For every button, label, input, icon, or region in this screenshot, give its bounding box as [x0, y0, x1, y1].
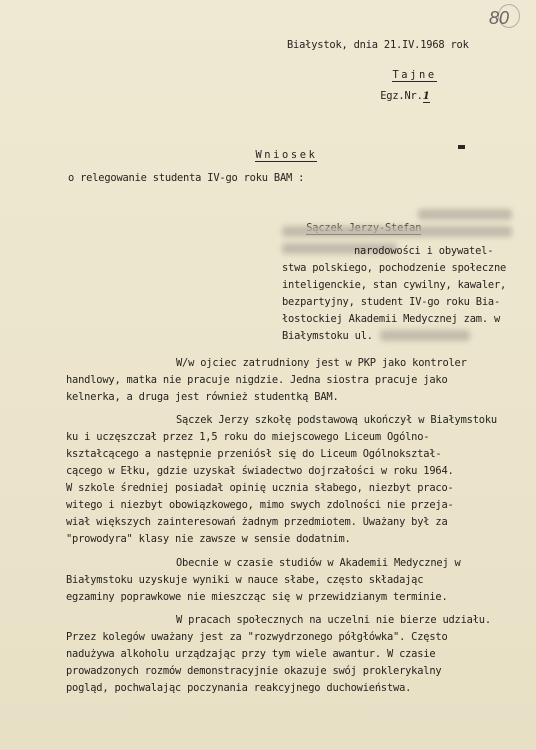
person-line: narodowości i obywatel-	[354, 245, 494, 257]
subject-line: o relegowanie studenta IV-go roku BAM :	[68, 172, 305, 184]
body-line: egzaminy poprawkowe nie mieszcząc się w przewidzianym terminie.	[66, 591, 448, 603]
body-line: prowadzonych rozmów demonstracyjnie okazuje swój proklerykalny	[66, 665, 442, 677]
body-line: "prowodyra" klasy nie zawsze w sensie dodatnim.	[66, 533, 351, 545]
person-line: stwa polskiego, pochodzenie społeczne	[282, 262, 507, 274]
body-line: witego i niezbyt obowiązkowego, mimo swych zdolności nie przeja-	[66, 499, 454, 511]
body-line: W pracach społecznych na uczelni nie bierze udziału.	[176, 614, 491, 626]
body-line: pogląd, pochwalając poczynania reakcyjnego duchowieństwa.	[66, 682, 412, 694]
redacted-block	[380, 330, 470, 341]
body-line: W/w ojciec zatrudniony jest w PKP jako kontroler	[176, 357, 467, 369]
copy-number-line	[356, 77, 430, 116]
body-line: Obecnie w czasie studiów w Akademii Medycznej w	[176, 557, 461, 569]
document-title: Wniosek	[255, 149, 318, 161]
body-line: ku i uczęszczał przez 1,5 roku do miejscowego Liceum Ogólno-	[66, 431, 430, 443]
title-wrap	[220, 136, 317, 175]
body-line: nadużywa alkoholu urządzając przy tym wiele awantur. W czasie	[66, 648, 436, 660]
redacted-block	[282, 226, 512, 237]
body-line: W szkole średniej posiadał opinię ucznia słabego, niezbyt praco-	[66, 482, 454, 494]
body-line: kelnerka, a druga jest również studentką BAM.	[66, 391, 339, 403]
person-line: inteligenckie, stan cywilny, kawaler,	[282, 279, 507, 291]
body-line: Przez kolegów uważany jest za "rozwydrzonego półgłówka". Często	[66, 631, 448, 643]
copy-number: 1	[422, 90, 430, 102]
person-line: łostockiej Akademii Medycznej zam. w	[282, 313, 501, 325]
body-line: wiał większych zainteresowań żadnym przedmiotem. Uważany był za	[66, 516, 448, 528]
place-date: Białystok, dnia 21.IV.1968 rok	[287, 39, 469, 51]
body-line: cącego w Ełku, gdzie uzyskał świadectwo dojrzałości w roku 1964.	[66, 465, 454, 477]
copy-label: Egz.Nr.	[380, 90, 423, 102]
person-line: Białymstoku ul.	[282, 330, 373, 342]
ink-mark	[458, 145, 465, 149]
body-line: Sączek Jerzy szkołę podstawową ukończył w Białymstoku	[176, 414, 497, 426]
body-line: kształcącego a następnie przeniósł się do Liceum Ogólnokształ-	[66, 448, 442, 460]
redacted-block	[418, 209, 512, 220]
body-line: handlowy, matka nie pracuje nigdzie. Jedna siostra pracuje jako	[66, 374, 448, 386]
archive-page-number: 80	[489, 8, 510, 28]
person-line: bezpartyjny, student IV-go roku Bia-	[282, 296, 501, 308]
body-line: Białymstoku uzyskuje wyniki w nauce słabe, często składając	[66, 574, 424, 586]
classification: Tajne	[392, 69, 437, 81]
